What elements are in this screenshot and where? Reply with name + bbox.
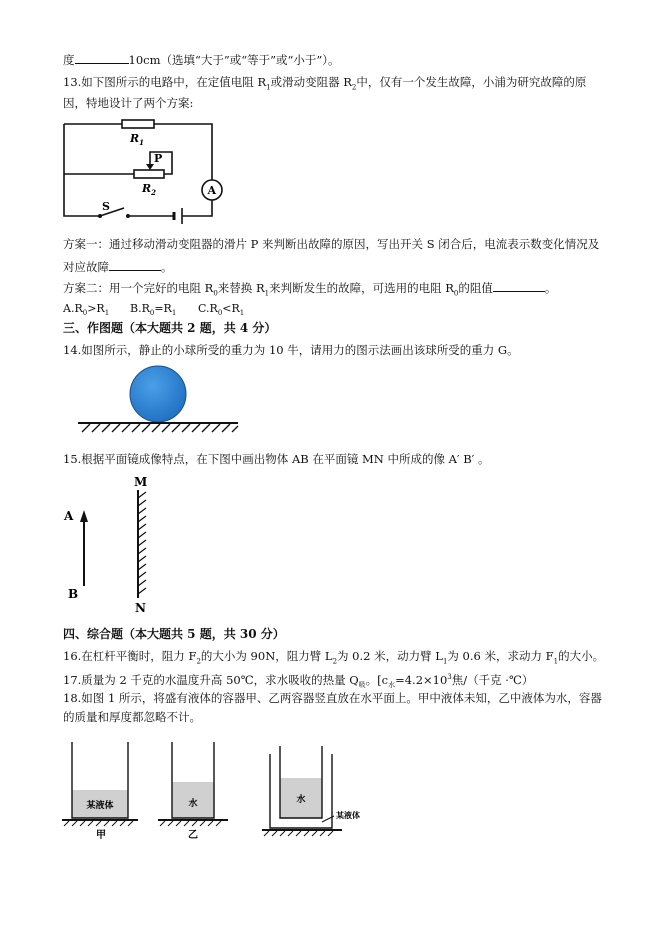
- q18-line1: 18.如图 1 所示，将盛有液体的容器甲、乙两容器竖直放在水平面上。甲中液体未知，乙中液体为水，容器: [63, 691, 602, 705]
- section4-heading: 四、综合题（本大题共 5 题，共 30 分）: [63, 627, 285, 641]
- ground-yi-hatch: [160, 821, 221, 826]
- ball: [130, 366, 186, 422]
- plan2-sub0b: 0: [453, 289, 459, 298]
- arrow-head-a: [80, 510, 88, 522]
- label-b: B: [68, 587, 79, 601]
- ball-on-ground-figure: [78, 364, 240, 436]
- mirror-figure: [60, 474, 170, 616]
- label-r2: $R_2$: [142, 182, 157, 197]
- plan2-b: 来替换 R: [217, 281, 265, 295]
- q15-text: 15.根据平面镜成像特点，在下图中画出物体 AB 在平面镜 MN 中所成的像 A′ B′ 。: [63, 452, 490, 466]
- label-ammeter: A: [207, 184, 217, 197]
- q13-line1-c: 中，仅有一个发生故障，小浦为研究故障的原: [356, 75, 587, 89]
- plan1-blank[interactable]: [109, 259, 161, 271]
- q13-option-b[interactable]: $B.R_0=R_1$: [130, 302, 177, 318]
- label-r1: $R_1$: [130, 132, 145, 147]
- plan2-c: 来判断发生的故障，可选用的电阻 R: [269, 281, 454, 295]
- plan2-a: 方案二：用一个完好的电阻 R: [63, 281, 214, 295]
- q13-plan1-line1: 方案一：通过移动滑动变阻器的滑片 P 来判断出故障的原因，写出开关 S 闭合后，电流表示数变化情况及: [63, 237, 600, 251]
- label-water: 水: [188, 799, 198, 809]
- label-liquid-outer: 某液体: [336, 810, 360, 820]
- container-jia: [72, 742, 128, 818]
- q12-blank[interactable]: [75, 52, 129, 64]
- circuit-diagram: [62, 118, 222, 220]
- ground-third-hatch: [264, 831, 333, 836]
- plan2-sub1: 1: [264, 289, 270, 298]
- container-in-liquid: [270, 746, 360, 828]
- label-jia: 甲: [96, 830, 106, 841]
- label-yi: 乙: [188, 830, 198, 841]
- q13-line2: 因，特地设计了两个方案:: [63, 96, 194, 110]
- label-p: P: [154, 152, 163, 165]
- containers-figure: [60, 738, 360, 848]
- q12-prefix: 度: [63, 53, 75, 67]
- switch-pivot: [98, 214, 102, 218]
- q13-plan1-line2: [63, 259, 173, 274]
- ground-jia-hatch: [64, 821, 133, 826]
- q13-option-a[interactable]: $A.R_0>R_1$: [63, 302, 110, 318]
- q13-option-c[interactable]: $C.R_0<R_1$: [198, 302, 245, 318]
- switch-contact: [126, 214, 130, 218]
- q13-plan2: [63, 280, 556, 300]
- q13-sub-r2: 2: [351, 83, 357, 92]
- label-m: M: [134, 475, 148, 489]
- label-water-inner: 水: [296, 795, 306, 805]
- q16-text: 16.在杠杆平衡时，阻力 $F_2$的大小为 90N，阻力臂 $L_2$为 0.2 米，动力臂 $L_1$为 0.6 米，求动力 $F_1$的大小。: [63, 649, 605, 666]
- section3-heading: 三、作图题（本大题共 2 题，共 4 分）: [63, 321, 277, 335]
- plan2-sub0: 0: [213, 289, 218, 298]
- q18-line2: 的质量和厚度都忽略不计。: [63, 710, 201, 724]
- ground-hatching: [82, 424, 238, 432]
- q13-line1-a: 13.如下图所示的电路中，在定值电阻 R: [63, 75, 267, 89]
- plan1-label: 对应故障: [63, 260, 109, 274]
- plan2-end: 。: [544, 281, 557, 295]
- container-yi: [172, 742, 214, 818]
- label-unknown-liquid: 某液体: [86, 801, 114, 811]
- q12-value: 10cm（选填“大于”或“等于”或“小于”）。: [128, 53, 340, 67]
- slider-arrow: [146, 164, 154, 170]
- label-n: N: [135, 601, 146, 615]
- q13-line1-b: 或滑动变阻器 R: [270, 75, 352, 89]
- q13-line1: [63, 75, 586, 94]
- q14-text: 14.如图所示，静止的小球所受的重力为 10 牛，请用力的图示法画出该球所受的重力 G。: [63, 343, 519, 357]
- label-switch: S: [102, 200, 110, 213]
- mirror-hatching: [138, 492, 146, 594]
- q12-tail: [63, 52, 340, 67]
- label-a: A: [64, 509, 74, 523]
- plan1-end: 。: [161, 260, 173, 274]
- plan2-blank[interactable]: [493, 280, 545, 292]
- q17-text: 17.质量为 2 千克的水温度升高 50℃，求水吸收的热量 $Q_吸$。[$c_水=4.2\times 10^3$焦/（千克 ·℃）: [63, 672, 534, 690]
- plan2-d: 的阻值: [458, 281, 493, 295]
- q13-sub-r1: 1: [266, 83, 271, 92]
